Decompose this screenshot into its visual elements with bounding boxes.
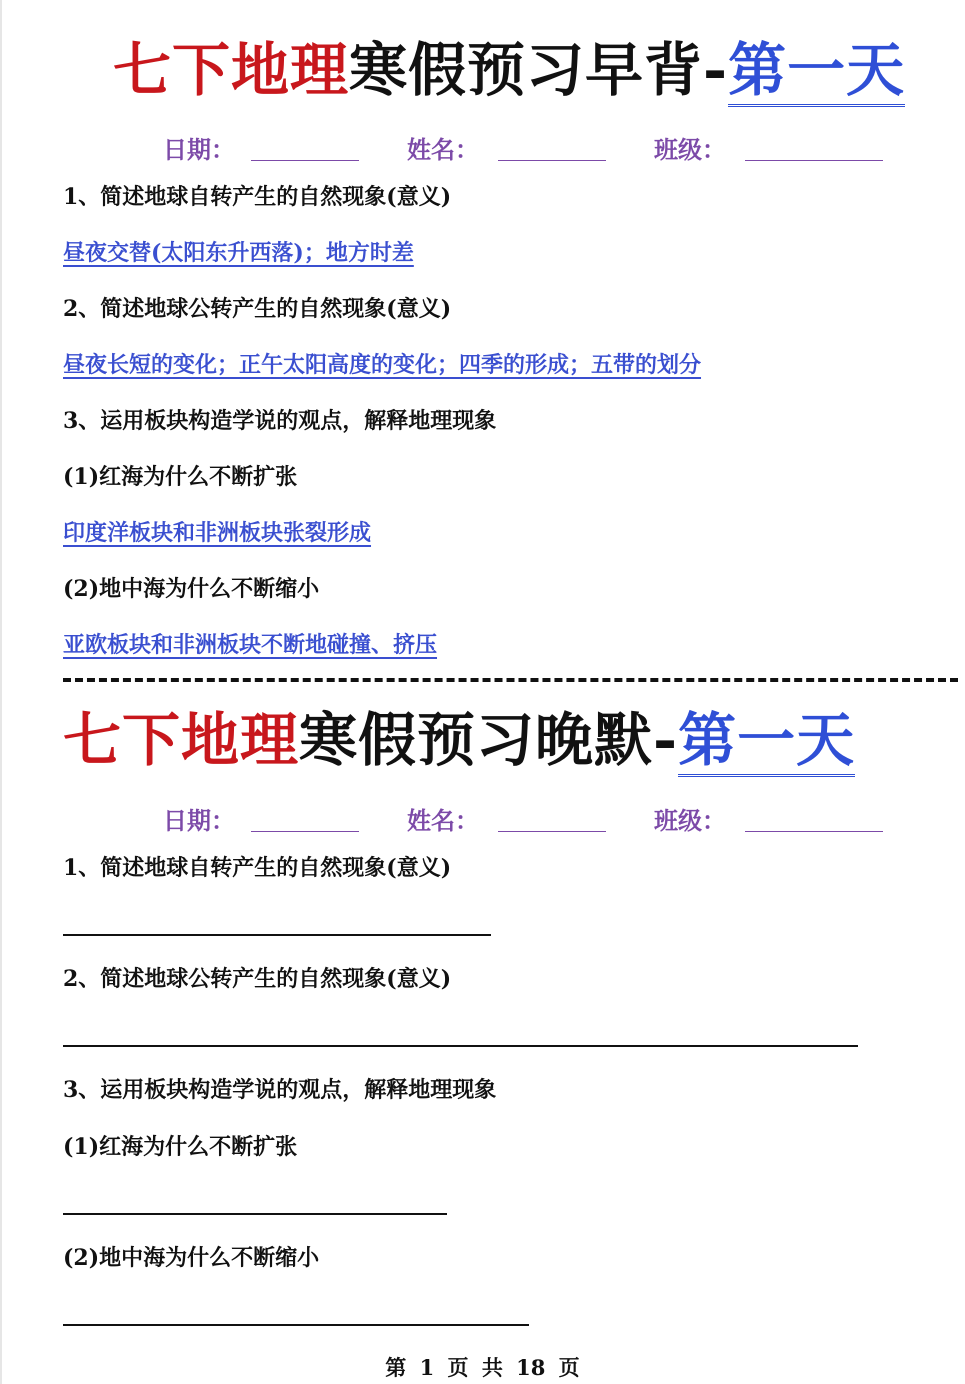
evening-answer-blank-3-1[interactable] <box>63 1213 447 1215</box>
evening-question-3-1: (1)红海为什么不断扩张 <box>63 1134 298 1160</box>
morning-answer-3-1: 印度洋板块和非洲板块张裂形成 <box>63 520 372 546</box>
morning-question-2: 2、简述地球公转产生的自然现象(意义) <box>63 296 452 322</box>
morning-title-main: 寒假预习早背- <box>349 36 729 104</box>
evening-answer-blank-2[interactable] <box>63 1045 858 1047</box>
class-label: 班级： <box>654 806 726 835</box>
morning-question-3-1: (1)红海为什么不断扩张 <box>63 464 298 490</box>
evening-question-2: 2、简述地球公转产生的自然现象(意义) <box>63 966 452 992</box>
morning-info-row <box>163 130 893 166</box>
date-blank[interactable] <box>251 160 359 161</box>
morning-question-3: 3、运用板块构造学说的观点，解释地理现象 <box>63 408 497 434</box>
section-divider <box>63 678 958 682</box>
morning-question-1: 1、简述地球自转产生的自然现象(意义) <box>63 184 452 210</box>
date-label: 日期： <box>163 806 235 835</box>
name-blank[interactable] <box>498 831 606 832</box>
date-label: 日期： <box>163 135 235 164</box>
morning-answer-3-2: 亚欧板块和非洲板块不断地碰撞、挤压 <box>63 632 438 658</box>
morning-answer-2: 昼夜长短的变化；正午太阳高度的变化；四季的形成；五带的划分 <box>63 352 702 378</box>
evening-info-row <box>163 801 893 837</box>
evening-answer-blank-1[interactable] <box>63 934 491 936</box>
evening-title <box>63 708 855 772</box>
morning-title-subject: 七下地理 <box>113 36 350 104</box>
page-edge <box>0 0 2 1384</box>
page-number: 第 1 页 共 18 页 <box>385 1355 580 1380</box>
morning-question-3-2: (2)地中海为什么不断缩小 <box>63 576 320 602</box>
class-label: 班级： <box>654 135 726 164</box>
morning-answer-1: 昼夜交替(太阳东升西落)；地方时差 <box>63 240 414 266</box>
name-blank[interactable] <box>498 160 606 161</box>
class-blank[interactable] <box>745 831 883 832</box>
evening-title-subject: 七下地理 <box>63 706 300 774</box>
date-blank[interactable] <box>251 831 359 832</box>
evening-question-3: 3、运用板块构造学说的观点，解释地理现象 <box>63 1077 497 1103</box>
evening-question-1: 1、简述地球自转产生的自然现象(意义) <box>63 855 452 881</box>
evening-question-3-2: (2)地中海为什么不断缩小 <box>63 1245 320 1271</box>
morning-title-day: 第一天 <box>728 36 905 107</box>
name-label: 姓名： <box>407 806 479 835</box>
name-label: 姓名： <box>407 135 479 164</box>
evening-answer-blank-3-2[interactable] <box>63 1324 529 1326</box>
morning-title <box>113 38 905 102</box>
class-blank[interactable] <box>745 160 883 161</box>
evening-title-main: 寒假预习晚默- <box>299 706 679 774</box>
evening-title-day: 第一天 <box>678 706 855 777</box>
